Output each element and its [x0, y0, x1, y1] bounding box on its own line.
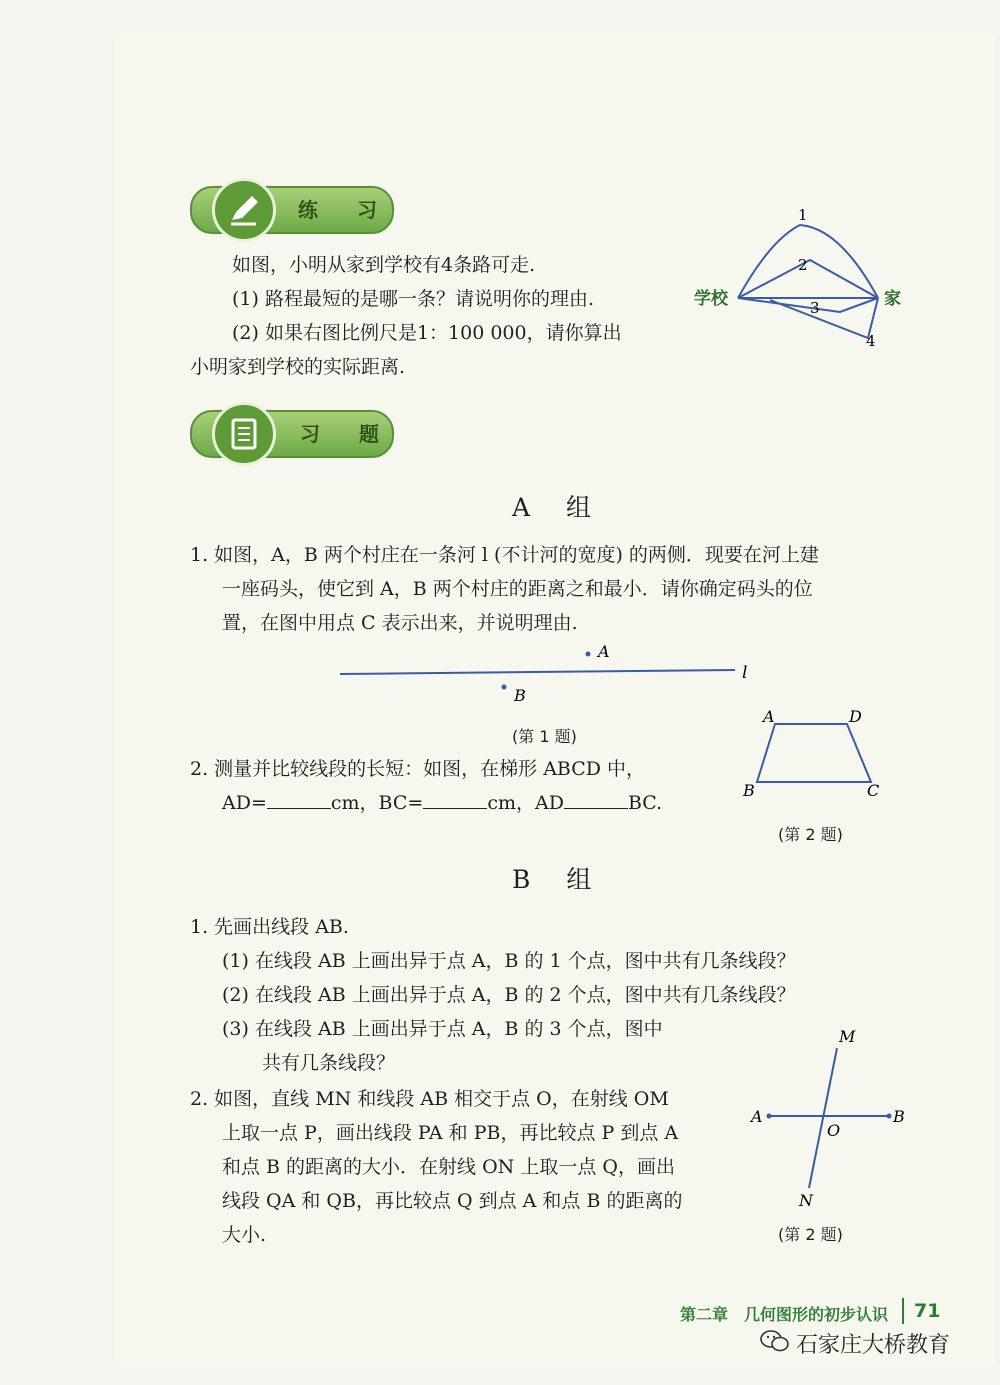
route-1-label: 1	[798, 206, 808, 224]
line-mn	[809, 1048, 837, 1188]
ad-blank	[267, 790, 331, 809]
pencil-icon	[212, 178, 276, 242]
practice-line-2: (1) 路程最短的是哪一条？请说明你的理由.	[232, 288, 594, 310]
a-q2-line-2	[222, 786, 662, 820]
bc-unit-label: cm，BC=	[330, 792, 424, 814]
route-4-label: 4	[866, 332, 876, 350]
point-n-label: N	[799, 1191, 813, 1210]
footer-divider	[902, 1298, 904, 1324]
notebook-icon	[212, 402, 276, 466]
vertex-b: B	[743, 781, 755, 800]
route-3-label: 3	[810, 299, 820, 317]
trapezoid-figure	[735, 702, 895, 812]
chapter-title: 第二章 几何图形的初步认识	[680, 1305, 889, 1324]
trapezoid-abcd	[757, 724, 871, 782]
page-number: 71	[914, 1300, 941, 1322]
b-q2-line-2: 上取一点 P，画出线段 PA 和 PB，再比较点 P 到点 A	[222, 1122, 679, 1144]
wechat-icon	[760, 1328, 790, 1358]
river-l-label: l	[742, 663, 748, 683]
ad-label: AD=	[222, 792, 267, 814]
village-a-label: A	[598, 642, 610, 661]
vertex-d: D	[849, 707, 862, 726]
point-a-dot	[767, 1114, 772, 1119]
river-figure	[330, 638, 770, 718]
point-b-label: B	[893, 1107, 905, 1126]
watermark-text: 石家庄大桥教育	[796, 1333, 951, 1358]
practice-line-4: 小明家到学校的实际距离.	[190, 356, 406, 378]
route-3	[738, 298, 878, 312]
practice-line-3: (2) 如果右图比例尺是1：100 000，请你算出	[232, 322, 622, 344]
home-label: 家	[884, 289, 901, 309]
point-a-label: A	[751, 1107, 763, 1126]
bc-blank	[423, 790, 487, 809]
b-q1-line-0: 1. 先画出线段 AB.	[190, 916, 349, 938]
practice-banner-label: 练 习	[298, 198, 393, 222]
b-q1-line-2: (2) 在线段 AB 上画出异于点 A，B 的 2 个点，图中共有几条线段？	[222, 984, 796, 1006]
point-m-label: M	[839, 1027, 856, 1046]
school-label: 学校	[694, 289, 728, 309]
b-q1-line-4: 共有几条线段？	[262, 1052, 396, 1074]
compare-blank	[564, 790, 628, 809]
a-q2-line-1: 2. 测量并比较线段的长短：如图，在梯形 ABCD 中，	[190, 758, 646, 780]
route-2-label: 2	[798, 256, 808, 274]
compare-label: cm，AD	[487, 792, 564, 814]
group-b-title: B 组	[512, 865, 606, 894]
bc-end-label: BC.	[627, 792, 663, 814]
group-a-title: A 组	[512, 493, 606, 522]
river-line	[340, 670, 735, 674]
b-q2-line-1: 2. 如图，直线 MN 和线段 AB 相交于点 O，在射线 OM	[190, 1088, 669, 1110]
figure-2b-caption: (第 2 题)	[778, 1225, 843, 1244]
point-o-label: O	[827, 1121, 841, 1140]
b-q2-line-3: 和点 B 的距离的大小．在射线 ON 上取一点 Q，画出	[222, 1156, 675, 1178]
routes-figure	[690, 200, 920, 360]
intersect-figure	[745, 1020, 920, 1220]
practice-line-1: 如图，小明从家到学校有4条路可走.	[232, 254, 536, 276]
b-q1-line-3: (3) 在线段 AB 上画出异于点 A，B 的 3 个点，图中	[222, 1018, 663, 1040]
exercises-banner-label: 习 题	[300, 422, 395, 446]
village-b-label: B	[514, 686, 526, 705]
village-a-point	[586, 652, 591, 657]
village-b-point	[502, 685, 507, 690]
figure-1-caption: (第 1 题)	[512, 727, 577, 746]
a-q1-line-3: 置，在图中用点 C 表示出来，并说明理由.	[222, 612, 578, 634]
b-q1-line-1: (1) 在线段 AB 上画出异于点 A，B 的 1 个点，图中共有几条线段？	[222, 950, 796, 972]
figure-2a-caption: (第 2 题)	[778, 825, 843, 844]
b-q2-line-5: 大小.	[222, 1224, 267, 1246]
a-q1-line-1: 1. 如图，A，B 两个村庄在一条河 l (不计河的宽度) 的两侧．现要在河上建	[190, 544, 819, 566]
b-q2-line-4: 线段 QA 和 QB，再比较点 Q 到点 A 和点 B 的距离的	[222, 1190, 683, 1212]
point-b-dot	[887, 1114, 892, 1119]
a-q1-line-2: 一座码头，使它到 A，B 两个村庄的距离之和最小．请你确定码头的位	[222, 578, 813, 600]
vertex-a: A	[763, 707, 775, 726]
vertex-c: C	[867, 781, 880, 800]
